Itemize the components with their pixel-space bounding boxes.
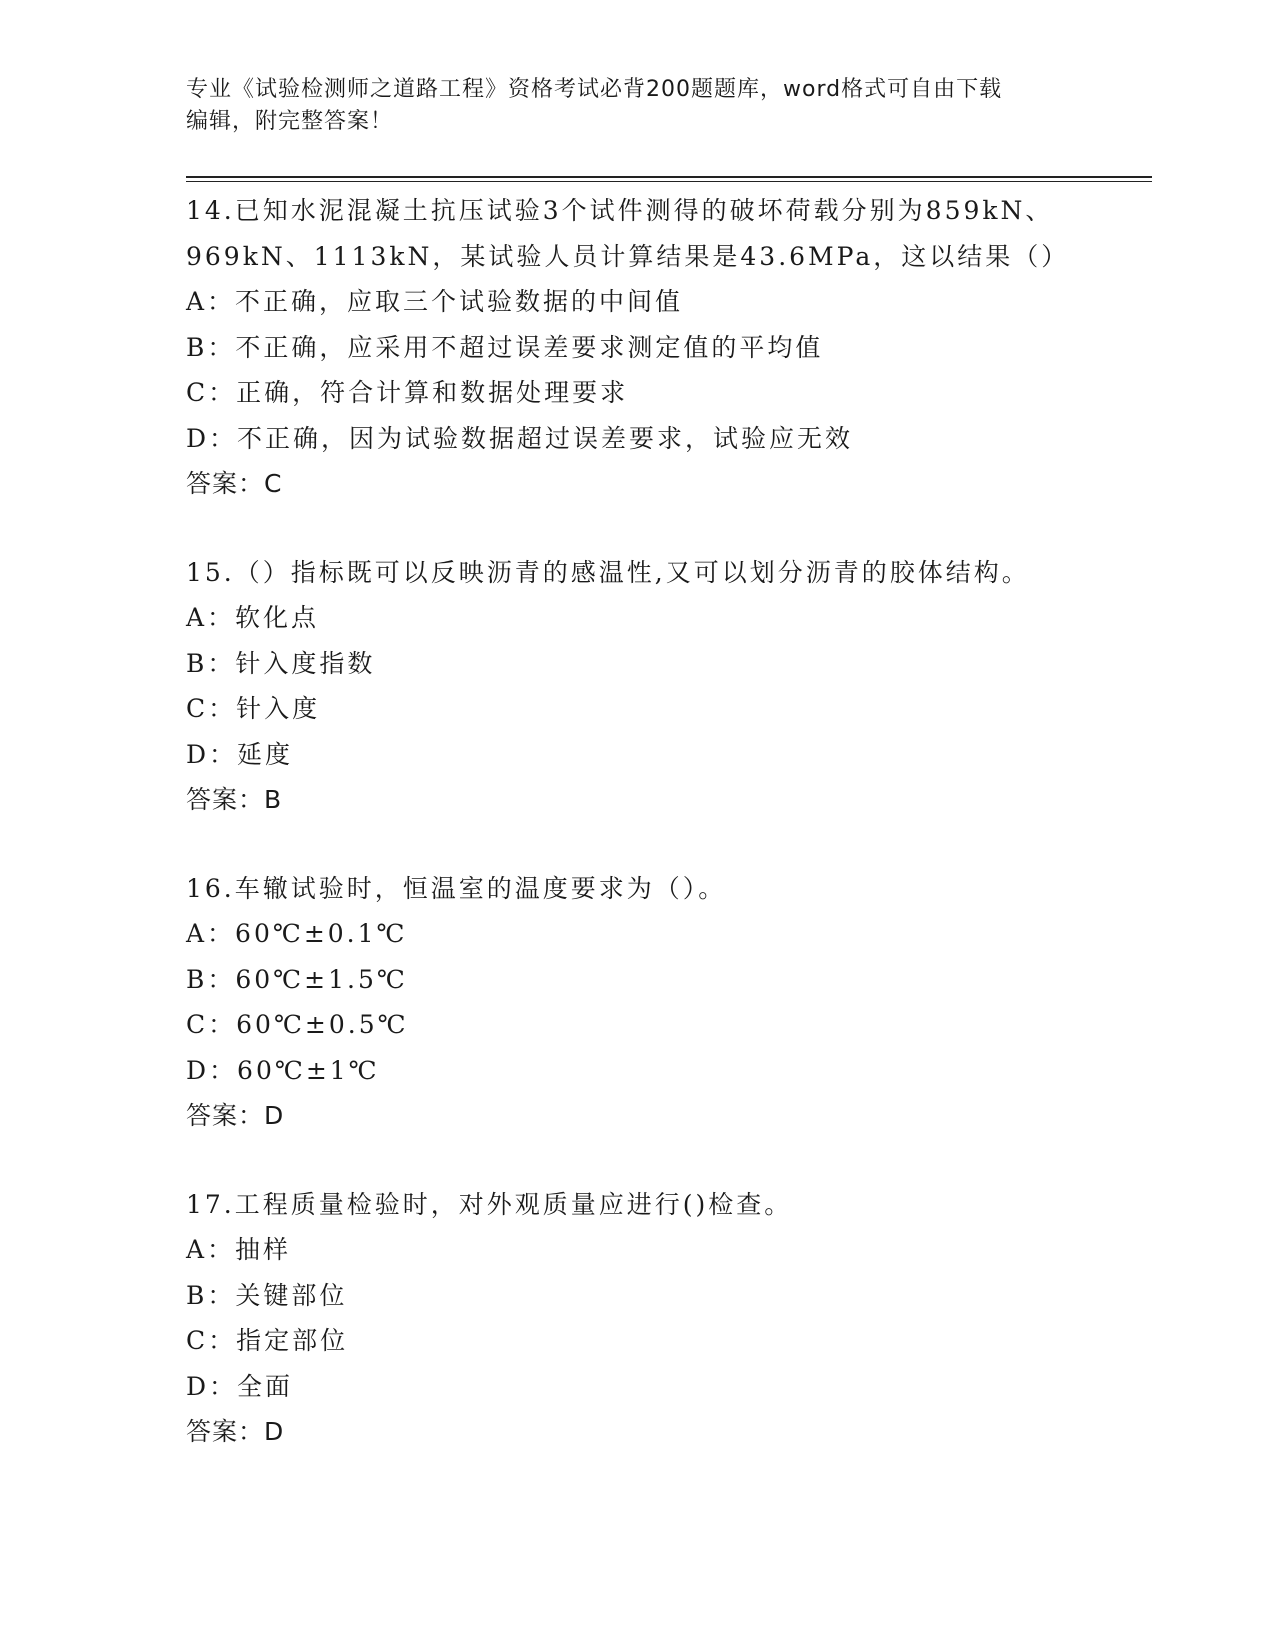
question-stem: 17.工程质量检验时，对外观质量应进行()检查。 — [186, 1189, 793, 1219]
document-header — [186, 74, 1066, 138]
option-c: C：正确，符合计算和数据处理要求 — [186, 378, 629, 407]
answer: 答案：D — [186, 1417, 285, 1446]
option-b: B：不正确，应采用不超过误差要求测定值的平均值 — [186, 332, 824, 362]
question-stem: 16.车辙试验时，恒温室的温度要求为（）。 — [186, 873, 727, 903]
question-14 — [186, 188, 1152, 507]
option-a: A：抽样 — [186, 1235, 292, 1264]
header-divider-thin — [186, 181, 1152, 182]
question-stem: 15.（）指标既可以反映沥青的感温性,又可以划分沥青的胶体结构。 — [186, 557, 1030, 587]
option-a: A：不正确，应取三个试验数据的中间值 — [186, 287, 684, 316]
option-d: D：60℃±1℃ — [186, 1055, 380, 1085]
option-b: B：关键部位 — [186, 1280, 348, 1310]
header-divider-thick — [186, 176, 1152, 178]
header-line-1: 专业《试验检测师之道路工程》资格考试必背200题题库，word格式可自由下载 — [186, 77, 1003, 102]
question-stem: 14.已知水泥混凝土抗压试验3个试件测得的破坏荷载分别为859kN、 — [186, 196, 1054, 225]
option-d: D：全面 — [186, 1371, 294, 1401]
option-c: C：指定部位 — [186, 1326, 349, 1355]
answer: 答案：B — [186, 785, 283, 814]
question-16 — [186, 866, 1152, 1139]
header-line-2: 编辑，附完整答案！ — [186, 109, 394, 134]
option-c: C：60℃±0.5℃ — [186, 1010, 409, 1039]
question-15 — [186, 550, 1152, 823]
question-stem: 969kN、1113kN，某试验人员计算结果是43.6MPa，这以结果（） — [186, 241, 1070, 271]
answer: 答案：D — [186, 1101, 285, 1130]
question-list — [186, 188, 1152, 1498]
option-c: C：针入度 — [186, 694, 321, 723]
option-b: B：60℃±1.5℃ — [186, 964, 408, 994]
question-17 — [186, 1182, 1152, 1455]
answer: 答案：C — [186, 469, 283, 498]
option-a: A：60℃±0.1℃ — [186, 919, 408, 948]
option-d: D：延度 — [186, 739, 294, 769]
option-d: D：不正确，因为试验数据超过误差要求，试验应无效 — [186, 423, 854, 453]
option-b: B：针入度指数 — [186, 648, 376, 678]
option-a: A：软化点 — [186, 603, 320, 632]
